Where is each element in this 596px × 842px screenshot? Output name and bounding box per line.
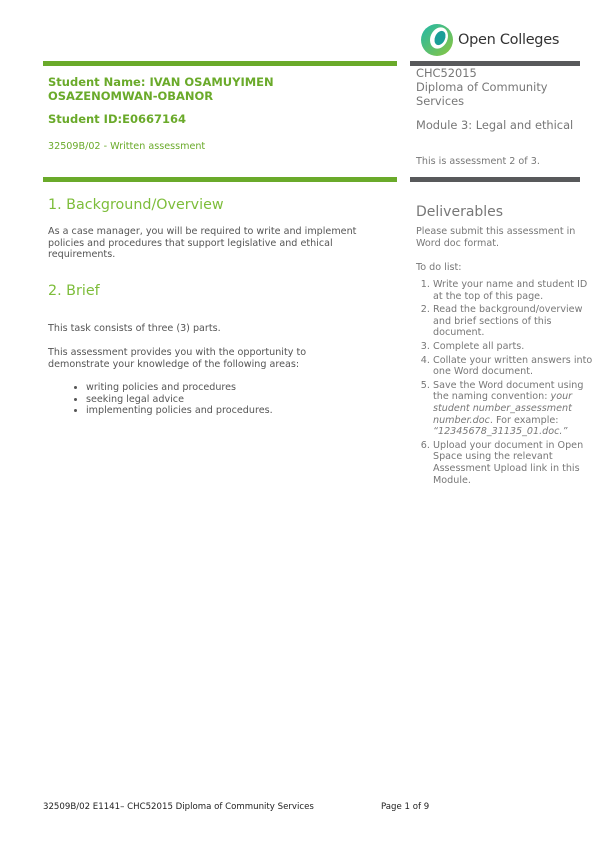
course-title: Diploma of Community Services (416, 80, 548, 108)
list-item: • implementing policies and procedures. (86, 405, 273, 417)
filename-example: “12345678_31135_01.doc.” (433, 426, 568, 438)
footer-page-number: Page 1 of 9 (381, 802, 430, 812)
student-name: Student Name: IVAN OSAMUYIMEN OSAZENOMWAN-OBANOR (48, 75, 274, 103)
course-code: CHC52015 (416, 66, 477, 80)
knowledge-areas-list (70, 382, 273, 417)
todo-item (433, 380, 593, 438)
todo-item: 4. Collate your written answers into one Word document. (433, 355, 593, 378)
logo-text: Open Colleges (458, 32, 560, 48)
deliverables-heading: Deliverables (416, 204, 504, 220)
open-colleges-logo (420, 22, 559, 58)
todo-list (416, 279, 593, 488)
footer-course-info: 32509B/02 E1141– CHC52015 Diploma of Community Services (43, 802, 314, 812)
assessment-code: 32509B/02 - Written assessment (48, 141, 206, 152)
brief-intro: This task consists of three (3) parts. (48, 323, 221, 334)
todo-label: To do list: (416, 262, 462, 273)
todo-item: 3. Complete all parts. (433, 341, 593, 353)
brief-text: This assessment provides you with the opportunity to demonstrate your knowledge of the following areas: (48, 347, 307, 370)
todo-item-text: . For example: (489, 414, 559, 426)
naming-convention: your student number_assessment number.doc (433, 391, 573, 426)
todo-item: 1. Write your name and student ID at the top of this page. (433, 279, 593, 302)
divider-green-bar (43, 177, 397, 182)
list-item: • writing policies and procedures (86, 382, 273, 394)
submit-instructions: Please submit this assessment in Word doc format. (416, 226, 576, 249)
assessment-note: This is assessment 2 of 3. (416, 156, 540, 167)
header-green-bar (43, 61, 397, 66)
brief-heading: 2. Brief (48, 283, 100, 299)
logo-icon (420, 23, 454, 57)
background-heading: 1. Background/Overview (48, 197, 224, 213)
todo-item-text: Save the Word document using the naming convention: (433, 379, 584, 403)
todo-item: 6. Upload your document in Open Space using the relevant Assessment Upload link in this Module. (433, 440, 593, 486)
background-text: As a case manager, you will be required to write and implement policies and procedures that support legislative and ethical requirements. (48, 226, 357, 261)
student-id: Student ID:E0667164 (48, 112, 186, 126)
module-title: Module 3: Legal and ethical (416, 118, 574, 132)
list-item: • seeking legal advice (86, 394, 273, 406)
divider-grey-bar (410, 177, 580, 182)
todo-item: 2. Read the background/overview and brief sections of this document. (433, 304, 593, 339)
